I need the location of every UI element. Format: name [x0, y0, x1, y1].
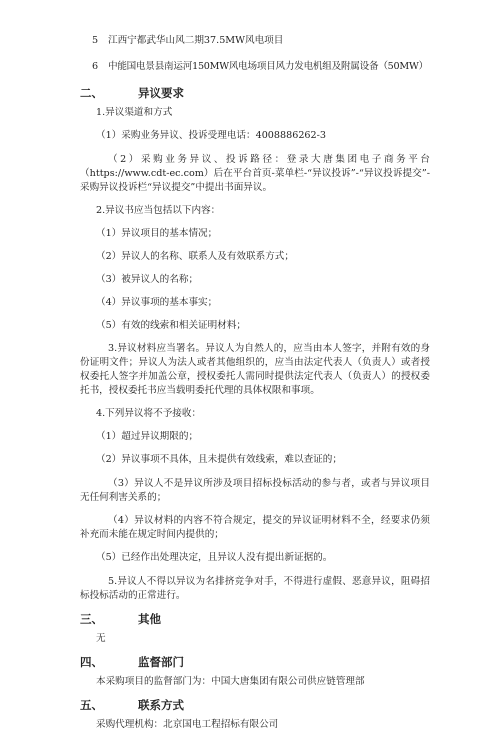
section-number: 三、 — [80, 611, 103, 626]
content-item: （2）异议人的名称、联系人及有效联系方式； — [96, 250, 294, 262]
section-number: 二、 — [80, 86, 103, 100]
section-heading-supervision — [80, 655, 430, 669]
content-item: （3）被异议人的名称； — [96, 273, 199, 285]
section-heading-other — [80, 612, 430, 626]
objection-path: （2）采购业务异议、投诉路径：登录大唐集团电子商务平台（https://www.cdt-ec.com）后在平台首页-菜单栏-“异议投诉”-“异议投诉提交”-采购异议投诉栏“异议提交”中提出书面异议。 — [80, 153, 430, 193]
project-title: 中能国电景县南运河150MW风电场项目风力发电机组及附属设备（50MW） — [108, 61, 428, 72]
section-heading-objection — [80, 86, 430, 100]
content-item: （1）异议项目的基本情况； — [96, 227, 218, 239]
section-title: 监督部门 — [138, 654, 184, 669]
section-title: 异议要求 — [138, 86, 184, 100]
subheading-channels: 1.异议渠道和方式 — [96, 107, 173, 118]
rejected-item: （3）异议人不是异议所涉及项目招标投标活动的参与者，或者与异议项目无任何利害关系的； — [80, 477, 430, 503]
rejected-item: （1）超过异议期限的； — [96, 431, 199, 443]
section-number: 五、 — [80, 697, 103, 712]
objection-phone: （1）采购业务异议、投诉受理电话：4008886262-3 — [96, 130, 326, 141]
supervision-body: 本采购项目的监督部门为：中国大唐集团有限公司供应链管理部 — [96, 675, 365, 687]
section-title: 其他 — [138, 611, 161, 626]
project-number: 5 — [92, 35, 99, 46]
subheading-content: 2.异议书应当包括以下内容： — [96, 204, 221, 216]
rejected-item: （2）异议事项不具体，且未提供有效线索，难以查证的； — [96, 454, 342, 466]
project-number: 6 — [92, 61, 98, 72]
section-heading-contact — [80, 698, 430, 712]
rejected-item: （5）已经作出处理决定，且异议人没有提出新证据的。 — [96, 552, 333, 564]
content-item: （5）有效的线索和相关证明材料； — [96, 319, 247, 331]
subheading-rejected: 4.下列异议将不予接收： — [96, 408, 202, 420]
contact-body: 采购代理机构：北京国电工程招标有限公司 — [96, 718, 279, 730]
content-item: （4）异议事项的基本事实； — [96, 296, 218, 308]
other-body: 无 — [96, 632, 106, 644]
section-title: 联系方式 — [138, 697, 184, 712]
project-item-5 — [80, 34, 430, 48]
rejected-item: （4）异议材料的内容不符合规定，提交的异议证明材料不全，经要求仍须补充而未能在规定时间内提供的； — [80, 515, 430, 541]
project-title: 江西宁都武华山风二期37.5MW风电项目 — [108, 35, 284, 46]
section-number: 四、 — [80, 654, 103, 669]
no-malicious-objection: 5.异议人不得以异议为名排挤竞争对手，不得进行虚假、恶意异议，阻碍招标投标活动的正常进行。 — [80, 575, 430, 601]
signature-requirement: 3.异议材料应当署名。异议人为自然人的，应当由本人签字，并附有效的身份证明文件；异议人为法人或者其他组织的，应当由法定代表人（负责人）或者授权委托人签字并加盖公章，授权委托人需同时提供法定代表人（负责人）的授权委托书，授权委托书应当载明委托代理的具体权限和事项。 — [80, 343, 430, 397]
project-item-6 — [80, 60, 430, 74]
